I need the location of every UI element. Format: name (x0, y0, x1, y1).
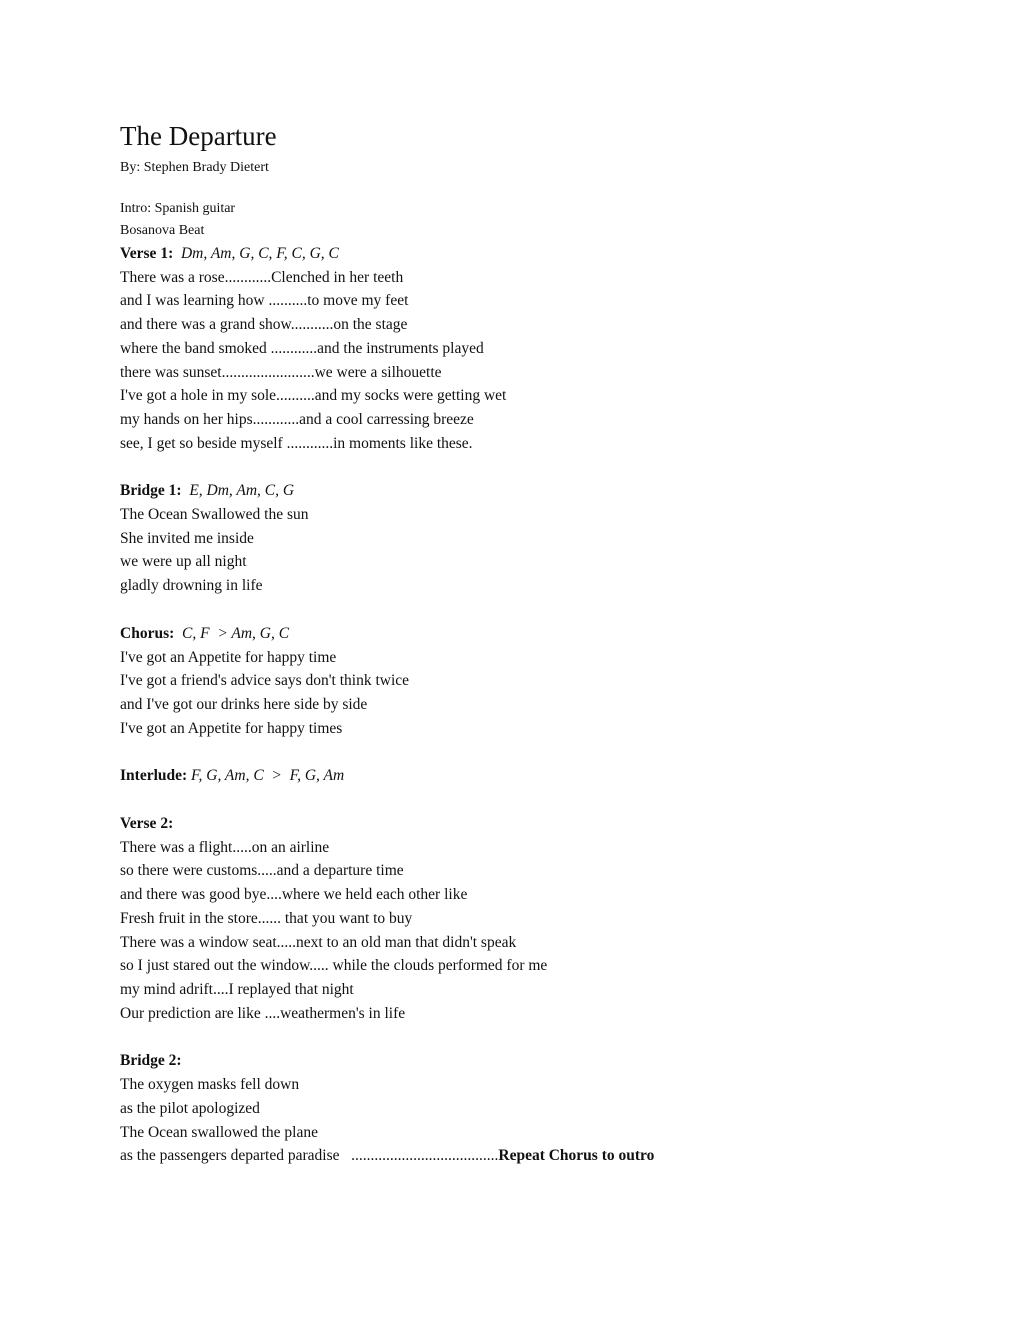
lyric-line: there was sunset........................we were a silhouette (120, 363, 442, 381)
lyric-line: I've got a friend's advice says don't think twice (120, 672, 410, 690)
chorus-chords: C, F > Am, G, C (182, 624, 290, 642)
lyric-line: and there was a grand show...........on the stage (120, 316, 408, 334)
lyric-line: Fresh fruit in the store...... that you want to buy (120, 909, 413, 927)
verse1-header (120, 242, 980, 266)
song-author: By: Stephen Brady Dietert (120, 160, 269, 175)
intro-line: Intro: Spanish guitar (120, 201, 236, 216)
beat-line: Bosanova Beat (120, 223, 205, 238)
lyric-line: I've got a hole in my sole..........and my socks were getting wet (120, 387, 507, 405)
lyric-line: There was a window seat.....next to an old man that didn't speak (120, 933, 517, 951)
lyric-line: The oxygen masks fell down (120, 1076, 300, 1094)
lyric-line: where the band smoked ............and the instruments played (120, 339, 484, 357)
interlude-chords: F, G, Am, C > F, G, Am (191, 767, 345, 785)
lyric-line: and there was good bye....where we held each other like (120, 886, 468, 904)
lyric-line: Our prediction are like ....weathermen's in life (120, 1004, 406, 1022)
chorus-header (120, 622, 980, 646)
lyric-line: The Ocean Swallowed the sun (120, 506, 309, 524)
lyric-line: gladly drowning in life (120, 577, 263, 595)
bridge1-header (120, 479, 980, 503)
outro-instruction: Repeat Chorus to outro (498, 1147, 655, 1165)
bridge2-header (120, 1049, 980, 1073)
verse1-chords: Dm, Am, G, C, F, C, G, C (180, 245, 339, 262)
bridge1-chords: E, Dm, Am, C, G (189, 482, 295, 500)
lyric-line: my hands on her hips............and a cool carressing breeze (120, 410, 474, 428)
verse1-label: Verse 1: (120, 245, 174, 262)
lyric-line: and I've got our drinks here side by side (120, 695, 368, 713)
lyric-line: so there were customs.....and a departure time (120, 862, 404, 880)
lyric-line: I've got an Appetite for happy time (120, 648, 337, 666)
lyric-line: see, I get so beside myself ............in moments like these. (120, 434, 473, 452)
chorus-label: Chorus: (120, 624, 175, 642)
final-lyric-line (120, 1144, 980, 1168)
bridge2-label: Bridge 2: (120, 1052, 182, 1070)
bridge1-label: Bridge 1: (120, 482, 182, 500)
lyric-line: She invited me inside (120, 529, 254, 547)
song-title: The Departure (120, 121, 277, 151)
interlude-header (120, 764, 980, 788)
lyric-line: we were up all night (120, 553, 247, 571)
lyric-line: so I just stared out the window..... while the clouds performed for me (120, 957, 548, 975)
lyric-line: as the pilot apologized (120, 1099, 260, 1117)
interlude-label: Interlude: (120, 767, 188, 785)
lyric-line: The Ocean swallowed the plane (120, 1123, 318, 1141)
verse2-label: Verse 2: (120, 815, 174, 833)
lyric-line: and I was learning how ..........to move my feet (120, 292, 409, 310)
lyric-line: I've got an Appetite for happy times (120, 719, 343, 737)
lyric-line: my mind adrift....I replayed that night (120, 980, 354, 998)
lyric-line: There was a flight.....on an airline (120, 838, 330, 856)
verse2-header (120, 812, 980, 836)
lyric-line: There was a rose............Clenched in her teeth (120, 268, 404, 286)
lyrics-sheet (120, 118, 980, 1168)
final-lyric-text: as the passengers departed paradise ...................................... (120, 1147, 499, 1165)
